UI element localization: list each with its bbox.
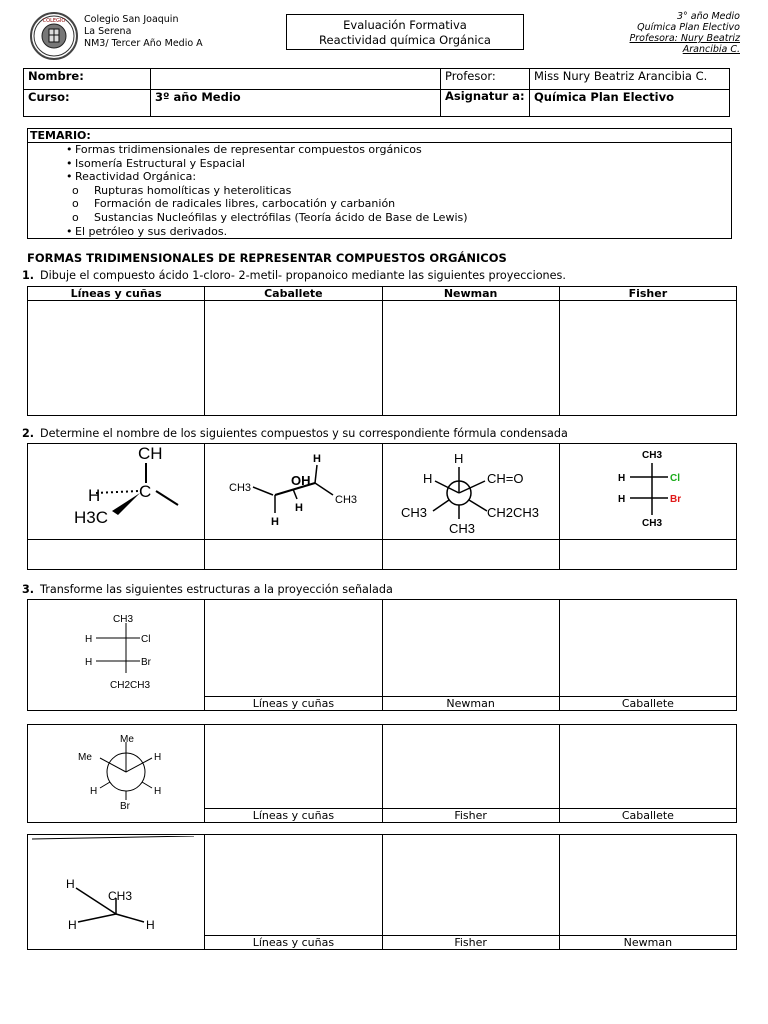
s1-h-label: H — [88, 485, 101, 505]
s4-br-label: Br — [669, 493, 681, 505]
q2-structure-4 — [559, 444, 736, 540]
temario-title: TEMARIO: — [28, 129, 731, 143]
q3-r3-answer-3[interactable] — [559, 835, 736, 936]
q1-answer-lineas[interactable] — [28, 301, 205, 416]
q3-r2-label-1: Líneas y cuñas — [205, 809, 382, 823]
q3r2-left-label: Me — [78, 751, 92, 763]
temario-text: Rupturas homolíticas y heteroliticas — [94, 183, 292, 197]
q3-r3-label-3: Newman — [559, 936, 736, 950]
temario-text: Formación de radicales libres, carbocatión y carbanión — [94, 197, 396, 211]
temario-box — [27, 128, 732, 239]
course-year: 3° año Medio — [676, 11, 740, 22]
q3r2-top-label: Me — [120, 733, 134, 745]
temario-bullet: o — [72, 183, 79, 197]
q3-r2-answer-2[interactable] — [382, 725, 559, 809]
s1-c-label: C — [139, 481, 152, 501]
profesor-label: Profesor: — [441, 69, 530, 90]
s2-h3-label: H — [271, 515, 280, 528]
school-logo — [30, 12, 78, 60]
q3-r3-structure — [28, 835, 205, 950]
q3-r3-answer-1[interactable] — [205, 835, 382, 936]
q3-r1-label-1: Líneas y cuñas — [205, 697, 382, 711]
asignatura-label: Asignatur a: — [441, 90, 530, 117]
q2-answer-1[interactable] — [28, 540, 205, 570]
temario-item — [28, 211, 731, 225]
q3-r2-label-2: Fisher — [382, 809, 559, 823]
s1-top-label: CH — [138, 444, 163, 463]
q1-col-lineas: Líneas y cuñas — [28, 287, 205, 301]
s3-h2-label: H — [422, 470, 432, 486]
q3r1-bottom-label: CH2CH3 — [110, 680, 151, 691]
q2-number: 2. — [22, 427, 35, 440]
q3-r2-answer-1[interactable] — [205, 725, 382, 809]
school-name: Colegio San Joaquin — [84, 14, 179, 25]
q1-col-fisher: Fisher — [559, 287, 736, 301]
temario-item — [28, 197, 731, 211]
q3r1-h2-label: H — [85, 657, 93, 668]
s3-ch3a-label: CH3 — [400, 504, 427, 520]
q3-r1-answer-1[interactable] — [205, 600, 382, 697]
nombre-label: Nombre: — [24, 69, 151, 90]
temario-bullet: • — [66, 156, 73, 170]
q3r1-top-label: CH3 — [113, 614, 134, 625]
q3r3-h1-label: H — [66, 877, 75, 891]
title-line-2: Reactividad química Orgánica — [319, 33, 491, 47]
s2-h2-label: H — [295, 501, 304, 514]
fischer-structure-q3-1 — [28, 601, 204, 709]
q3r3-ch3-label: CH3 — [108, 889, 133, 903]
temario-item — [28, 184, 731, 198]
q1-col-newman: Newman — [382, 287, 559, 301]
q3r2-h2-label: H — [90, 785, 98, 797]
q2-text: Determine el nombre de los siguientes compuestos y su correspondiente fórmula condensada — [40, 427, 568, 440]
q1-answer-newman[interactable] — [382, 301, 559, 416]
q2-answer-3[interactable] — [382, 540, 559, 570]
q1-answer-caballete[interactable] — [205, 301, 382, 416]
asignatura-value: Química Plan Electivo — [530, 90, 730, 117]
q3-r1-label-2: Newman — [382, 697, 559, 711]
school-city: La Serena — [84, 26, 132, 37]
profesor-value: Miss Nury Beatriz Arancibia C. — [530, 69, 730, 90]
question-2 — [22, 427, 568, 440]
q2-structure-1 — [28, 444, 205, 540]
school-info — [84, 14, 203, 50]
q3-row-2 — [27, 724, 737, 823]
wedge-structure-1 — [28, 445, 204, 539]
q1-col-caballete: Caballete — [205, 287, 382, 301]
q3r1-cl-label: Cl — [141, 634, 151, 645]
s3-h-label: H — [453, 450, 463, 466]
s4-h1-label: H — [617, 472, 625, 484]
s3-cho-label: CH=O — [486, 470, 523, 486]
q1-answer-fisher[interactable] — [559, 301, 736, 416]
q3r2-bottom-label: Br — [120, 800, 130, 812]
temario-text: Sustancias Nucleófilas y electrófilas (Teoría ácido de Base de Lewis) — [94, 210, 468, 224]
newman-structure-3 — [383, 445, 559, 539]
title-line-1: Evaluación Formativa — [343, 18, 467, 32]
teacher-name: Profesora: Nury Beatriz — [629, 33, 740, 44]
temario-item — [28, 170, 731, 184]
q3-r1-label-3: Caballete — [559, 697, 736, 711]
temario-text: Formas tridimensionales de representar compuestos orgánicos — [75, 143, 422, 156]
curso-label: Curso: — [24, 90, 151, 117]
q3-r3-label-2: Fisher — [382, 936, 559, 950]
q2-answer-4[interactable] — [559, 540, 736, 570]
s4-top-label: CH3 — [641, 449, 662, 461]
s2-oh-label: OH — [291, 472, 311, 488]
q3r1-h1-label: H — [85, 634, 93, 645]
q2-answer-2[interactable] — [205, 540, 382, 570]
temario-item — [28, 225, 731, 239]
teacher-surname: Arancibia C. — [682, 44, 740, 55]
q3r3-h2-label: H — [68, 918, 77, 932]
temario-item — [28, 143, 731, 157]
question-3 — [22, 583, 393, 596]
q1-number: 1. — [22, 269, 35, 282]
s2-h1-label: H — [313, 452, 322, 465]
question-1 — [22, 269, 566, 282]
nombre-field[interactable] — [151, 69, 441, 90]
wedge-structure-q3-3 — [28, 836, 204, 948]
q3-r3-label-1: Líneas y cuñas — [205, 936, 382, 950]
s4-h2-label: H — [617, 493, 625, 505]
s2-ch3b-label: CH3 — [335, 493, 358, 506]
s3-ch2ch3-label: CH2CH3 — [486, 504, 539, 520]
s2-ch3a-label: CH3 — [229, 481, 252, 494]
q3-r1-answer-2[interactable] — [382, 600, 559, 697]
q3-r1-answer-3[interactable] — [559, 600, 736, 697]
s3-ch3b-label: CH3 — [448, 520, 475, 536]
document-title — [286, 14, 524, 50]
section-title: FORMAS TRIDIMENSIONALES DE REPRESENTAR COMPUESTOS ORGÁNICOS — [27, 251, 507, 265]
temario-bullet: • — [66, 224, 73, 238]
q3-text: Transforme las siguientes estructuras a la proyección señalada — [40, 583, 393, 596]
curso-value: 3º año Medio — [151, 90, 441, 117]
q3r2-h3-label: H — [154, 785, 162, 797]
s4-bottom-label: CH3 — [641, 517, 662, 529]
temario-bullet: • — [66, 143, 73, 156]
course-subject: Química Plan Electivo — [637, 22, 740, 33]
q1-table — [27, 286, 737, 416]
q1-text: Dibuje el compuesto ácido 1-cloro- 2-metil- propanoico mediante las siguientes proyecciones. — [40, 269, 566, 282]
temario-item — [28, 157, 731, 171]
svg-text:COLEGIO: COLEGIO — [42, 18, 66, 24]
fischer-structure-4 — [560, 445, 736, 539]
q3r1-br-label: Br — [141, 657, 151, 668]
student-info-table — [23, 68, 730, 117]
newman-structure-q3-2 — [28, 726, 204, 822]
temario-list — [28, 143, 731, 238]
q3-row-3 — [27, 834, 737, 950]
q3-row-1 — [27, 599, 737, 711]
sawhorse-structure-2 — [205, 445, 381, 539]
temario-bullet: o — [72, 197, 79, 211]
temario-text: El petróleo y sus derivados. — [75, 224, 228, 238]
school-level: NM3/ Tercer Año Medio A — [84, 38, 203, 49]
temario-text: Isomería Estructural y Espacial — [75, 156, 245, 170]
temario-text: Reactividad Orgánica: — [75, 170, 197, 184]
temario-bullet: o — [72, 210, 79, 224]
q3-r2-structure — [28, 725, 205, 823]
q3-r2-label-3: Caballete — [559, 809, 736, 823]
q3r3-h3-label: H — [146, 918, 155, 932]
course-info — [630, 11, 740, 55]
q3-number: 3. — [22, 583, 35, 596]
q2-structure-3 — [382, 444, 559, 540]
s1-bottom-label: H3C — [74, 507, 109, 527]
q2-table — [27, 443, 737, 570]
q2-structure-2 — [205, 444, 382, 540]
q3-r1-structure — [28, 600, 205, 711]
s4-cl-label: Cl — [669, 472, 680, 484]
q3-r2-answer-3[interactable] — [559, 725, 736, 809]
temario-bullet: • — [66, 170, 73, 184]
q3-r3-answer-2[interactable] — [382, 835, 559, 936]
q3r2-h1-label: H — [154, 751, 162, 763]
